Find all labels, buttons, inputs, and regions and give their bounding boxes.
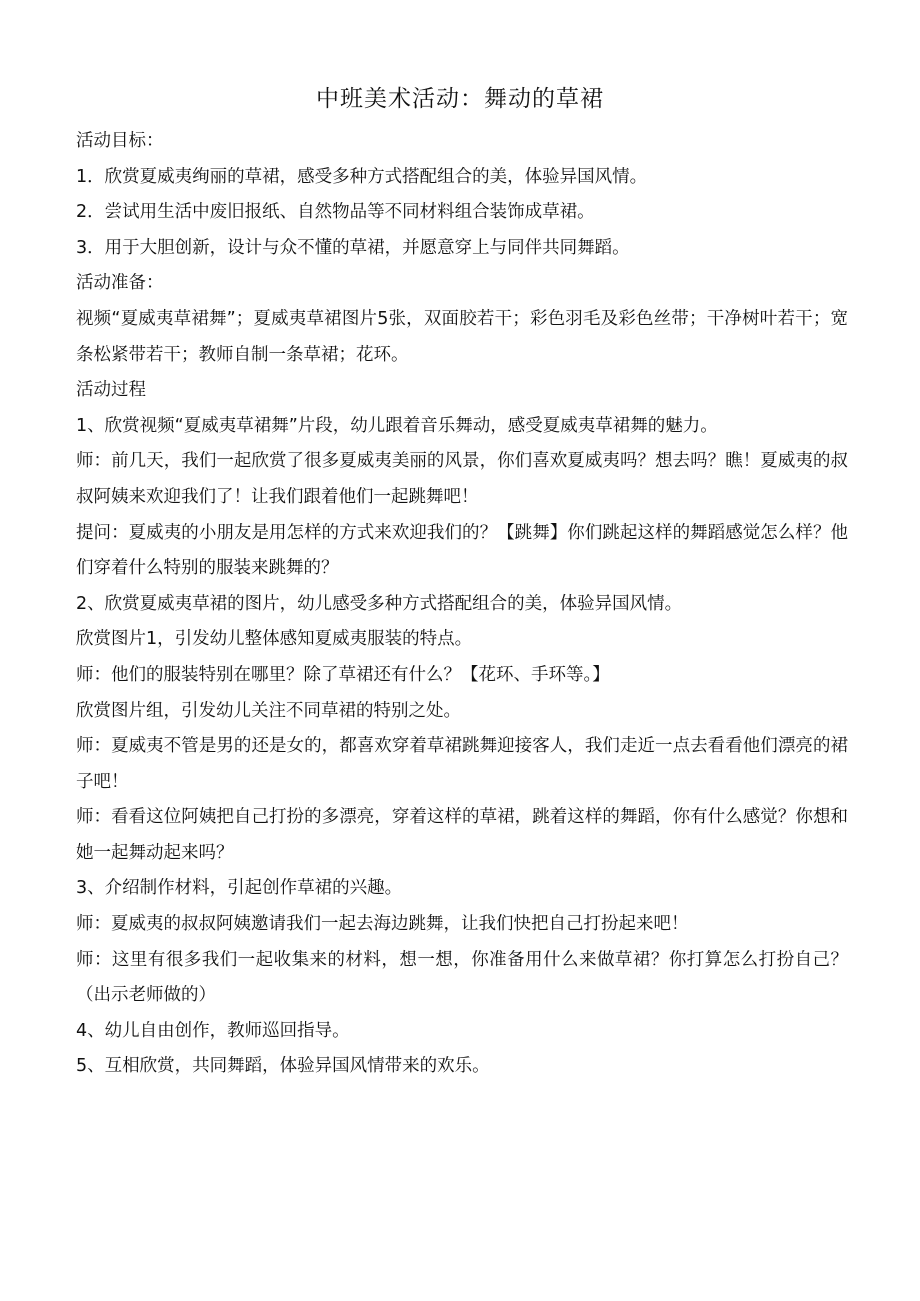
document-title: 中班美术活动：舞动的草裙 xyxy=(316,86,604,112)
process-step-1: 1、欣赏视频“夏威夷草裙舞”片段，幼儿跟着音乐舞动，感受夏威夷草裙舞的魅力。 xyxy=(76,415,718,436)
section-heading-goals: 活动目标： xyxy=(76,131,164,151)
preparation-paragraph: 视频“夏威夷草裙舞”；夏威夷草裙图片5张，双面胶若干；彩色羽毛及彩色丝带；干净树叶若干；宽条松紧带若干；教师自制一条草裙；花环。 xyxy=(76,308,848,365)
teacher-line-welcome: 师：前几天，我们一起欣赏了很多夏威夷美丽的风景，你们喜欢夏威夷吗？想去吗？瞧！夏威夷的叔叔阿姨来欢迎我们了！让我们跟着他们一起跳舞吧！ xyxy=(76,451,848,507)
picture-1-line: 欣赏图片1，引发幼儿整体感知夏威夷服装的特点。 xyxy=(76,629,473,650)
goal-item-2: 2．尝试用生活中废旧报纸、自然物品等不同材料组合装饰成草裙。 xyxy=(76,202,595,223)
section-heading-process: 活动过程 xyxy=(76,380,146,401)
teacher-line-invite: 师：夏威夷的叔叔阿姨邀请我们一起去海边跳舞，让我们快把自己打扮起来吧！ xyxy=(76,914,689,935)
teacher-line-skirts: 师：夏威夷不管是男的还是女的，都喜欢穿着草裙跳舞迎接客人，我们走近一点去看看他们漂亮的裙子吧！ xyxy=(76,736,848,792)
process-step-3: 3、介绍制作材料，引起创作草裙的兴趣。 xyxy=(76,878,403,899)
document-body xyxy=(76,124,848,1085)
question-paragraph: 提问：夏威夷的小朋友是用怎样的方式来欢迎我们的？【跳舞】你们跳起这样的舞蹈感觉怎么样？他们穿着什么特别的服装来跳舞的？ xyxy=(76,522,848,579)
teacher-line-materials: 师：这里有很多我们一起收集来的材料，想一想，你准备用什么来做草裙？你打算怎么打扮自己？（出示老师做的） xyxy=(76,949,848,1006)
teacher-line-costume: 师：他们的服装特别在哪里？除了草裙还有什么？【花环、手环等。】 xyxy=(76,664,610,685)
picture-group-line: 欣赏图片组，引发幼儿关注不同草裙的特别之处。 xyxy=(76,700,461,721)
process-step-2: 2、欣赏夏威夷草裙的图片，幼儿感受多种方式搭配组合的美，体验异国风情。 xyxy=(76,593,683,614)
goal-item-3: 3．用于大胆创新，设计与众不懂的草裙，并愿意穿上与同伴共同舞蹈。 xyxy=(76,237,630,258)
goal-item-1: 1．欣赏夏威夷绚丽的草裙，感受多种方式搭配组合的美，体验异国风情。 xyxy=(76,166,648,187)
section-heading-preparation: 活动准备： xyxy=(76,273,164,294)
process-step-5: 5、互相欣赏，共同舞蹈，体验异国风情带来的欢乐。 xyxy=(76,1056,490,1077)
process-step-4: 4、幼儿自由创作，教师巡回指导。 xyxy=(76,1020,350,1041)
teacher-line-aunt: 师：看看这位阿姨把自己打扮的多漂亮，穿着这样的草裙，跳着这样的舞蹈，你有什么感觉？你想和她一起舞动起来吗？ xyxy=(76,807,848,863)
